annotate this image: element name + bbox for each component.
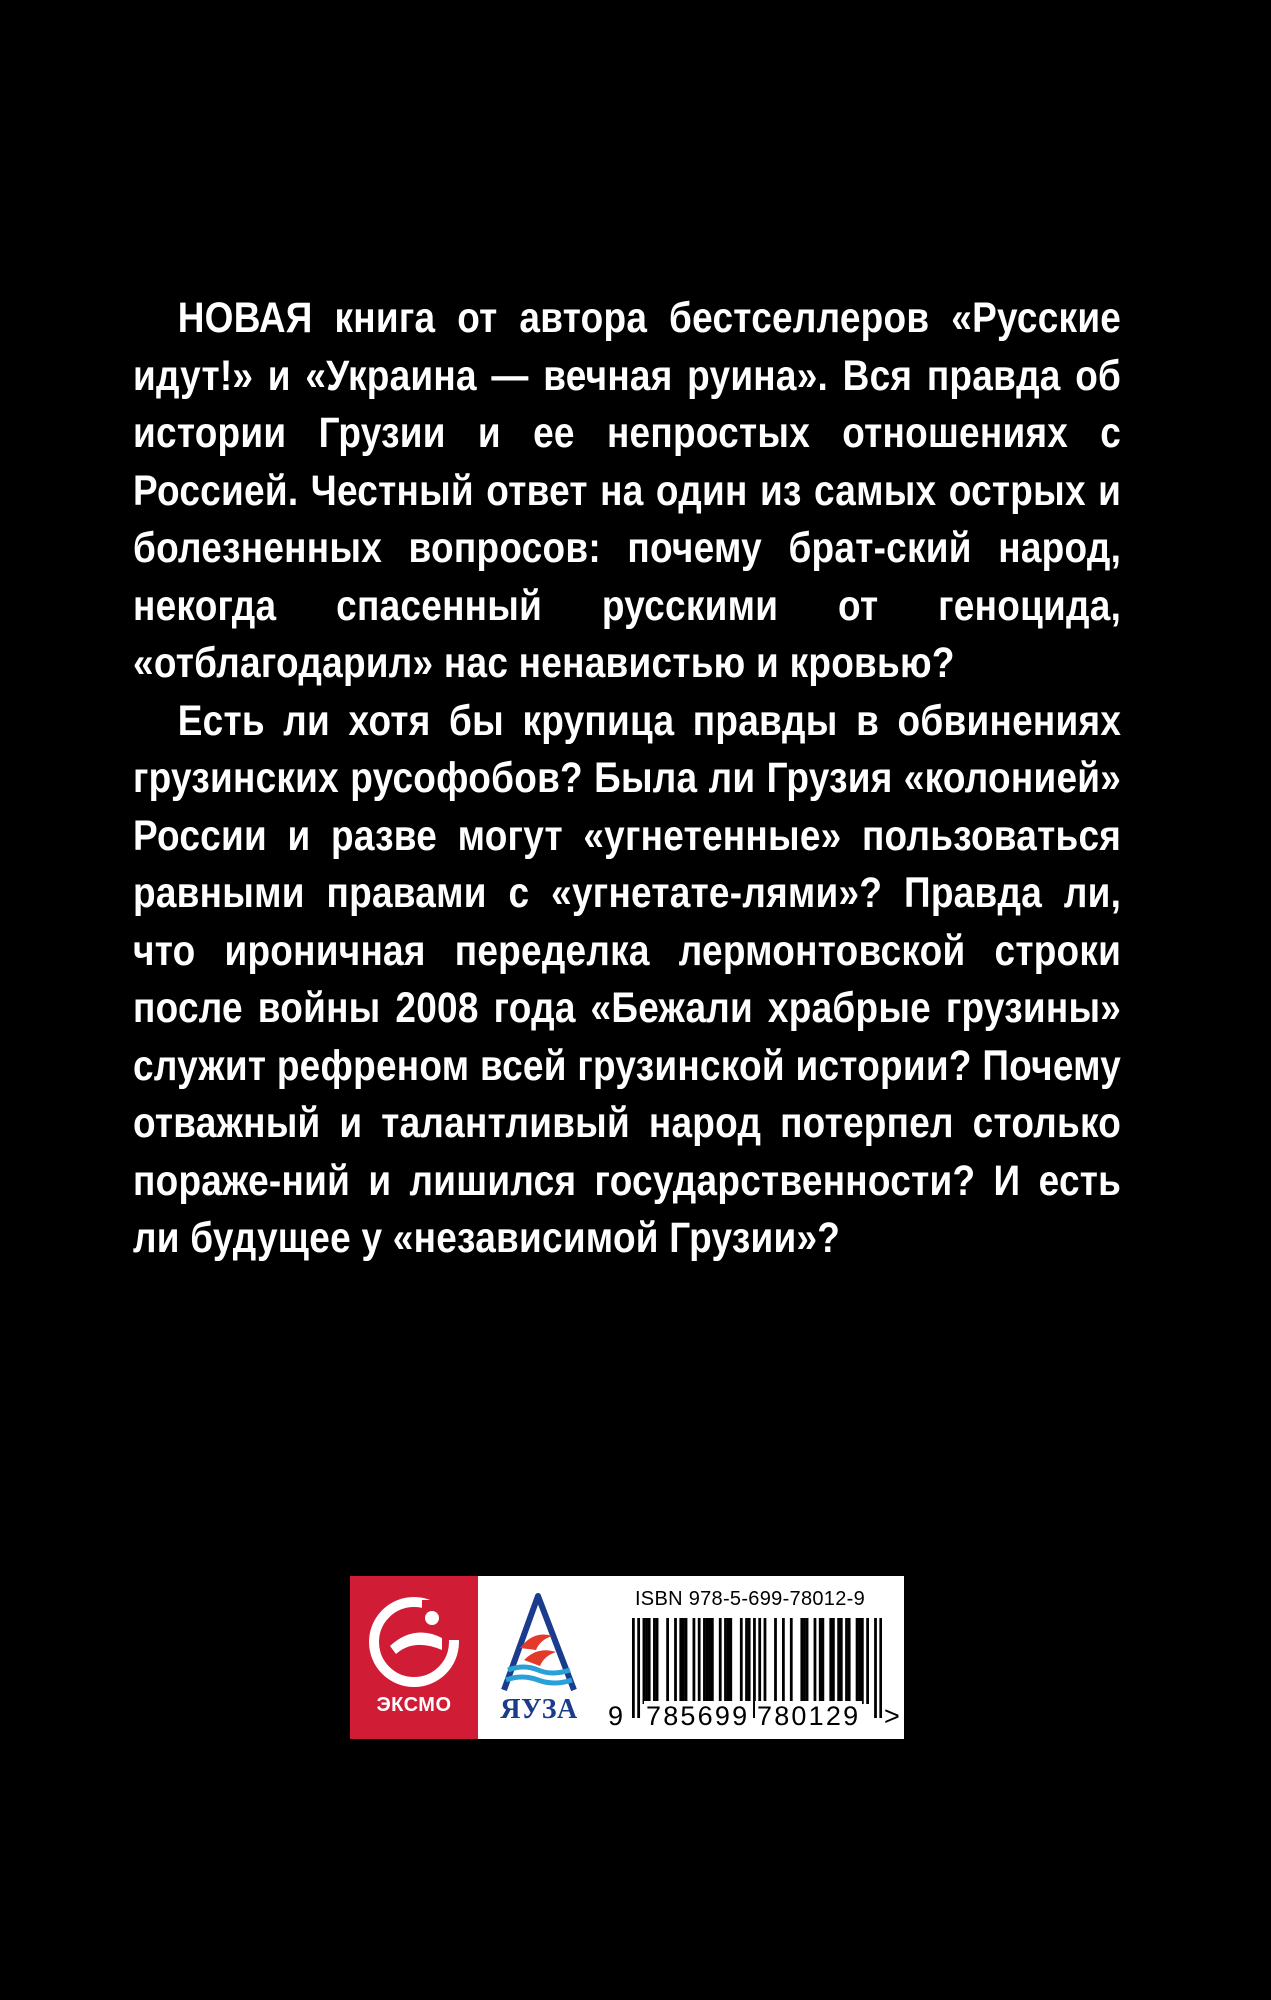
barcode-bar: [861, 1618, 864, 1704]
barcode-bar: [643, 1618, 646, 1704]
publisher-footer: [350, 1576, 904, 1739]
yauza-logo: [478, 1576, 600, 1739]
yauza-logo-icon: [490, 1590, 588, 1694]
barcode-bar: [821, 1618, 824, 1704]
blurb-paragraph-2: Есть ли хотя бы крупица правды в обвинениях грузинских русофобов? Была ли Грузия «колонией» России и разве могут «угнетенные» пользоваться равными правами с «угнетате-лями»? Правда ли, что ироничная переделка лермонтовской строки после войны 2008 года «Бежали храбрые грузины» служит рефреном всей грузинской истории? Почему отважный и талантливый народ потерпел столько пораже-ний и лишился государственности? И есть ли будущее у «независимой Грузии»?: [133, 696, 1122, 1262]
barcode-bar: [679, 1618, 682, 1704]
barcode-bar: [782, 1618, 785, 1704]
barcode-bar: [703, 1618, 706, 1704]
barcode-bar: [856, 1618, 859, 1704]
barcode-bar: [740, 1618, 743, 1704]
barcode-bar: [814, 1618, 817, 1704]
barcode-bar: [790, 1618, 793, 1704]
barcode-bar: [693, 1618, 696, 1704]
barcode-bar: [866, 1618, 869, 1704]
barcode-bar: [848, 1618, 851, 1704]
yauza-name: ЯУЗА: [500, 1694, 578, 1725]
barcode-bar: [800, 1618, 803, 1704]
barcode-bar: [845, 1618, 848, 1704]
barcode-bar: [837, 1618, 840, 1704]
barcode-bar: [745, 1618, 748, 1704]
barcode-bar: [724, 1618, 727, 1704]
barcode-bar: [682, 1618, 685, 1704]
barcode-bar: [774, 1618, 777, 1704]
ean-right-digits: 780129: [757, 1701, 861, 1731]
barcode-bar: [706, 1618, 709, 1704]
barcode-bar: [748, 1618, 751, 1704]
isbn-label: ISBN 978-5-699-78012-9: [634, 1588, 866, 1610]
isbn-barcode-block: [600, 1576, 904, 1739]
barcode-bar: [829, 1618, 832, 1704]
barcode-bar: [698, 1618, 701, 1704]
ean-left-digits: 785699: [646, 1701, 750, 1731]
barcode-bar: [819, 1618, 822, 1704]
barcode-bar: [729, 1618, 732, 1704]
barcode-bar: [708, 1618, 711, 1704]
back-cover-blurb: [133, 290, 1121, 1268]
barcode-bar: [719, 1618, 722, 1704]
eksmo-logo: [350, 1576, 478, 1739]
barcode-bar: [832, 1618, 835, 1704]
barcode-bar: [858, 1618, 861, 1704]
barcode-bar: [674, 1618, 677, 1704]
barcode-bar: [685, 1618, 688, 1704]
barcode-bar: [764, 1618, 767, 1704]
barcode-bar: [645, 1618, 648, 1704]
barcode-bar: [653, 1618, 656, 1704]
barcode-bar: [656, 1618, 659, 1704]
barcode-bar: [666, 1618, 669, 1704]
ean-digits: [608, 1701, 904, 1731]
barcode-bar: [806, 1618, 809, 1704]
barcode-bar: [840, 1618, 843, 1704]
eksmo-name: ЭКСМО: [376, 1694, 452, 1716]
eksmo-logo-icon: [366, 1594, 462, 1690]
barcode-bar: [803, 1618, 806, 1704]
barcode-bar: [727, 1618, 730, 1704]
ean-quiet-zone-arrow: >: [884, 1701, 900, 1731]
blurb-paragraph-1: НОВАЯ книга от автора бестселлеров «Русские идут!» и «Украина — вечная руина». Вся правда об истории Грузии и ее непростых отношениях с Россией. Честный ответ на один из самых острых и болезненных вопросов: почему брат-ский народ, некогда спасенный русскими от геноцида, «отблагодарил» нас ненавистью и кровью?: [133, 294, 1122, 687]
barcode-bar: [711, 1618, 714, 1704]
ean-first-digit: 9: [608, 1701, 624, 1731]
barcode-bar: [648, 1618, 651, 1704]
